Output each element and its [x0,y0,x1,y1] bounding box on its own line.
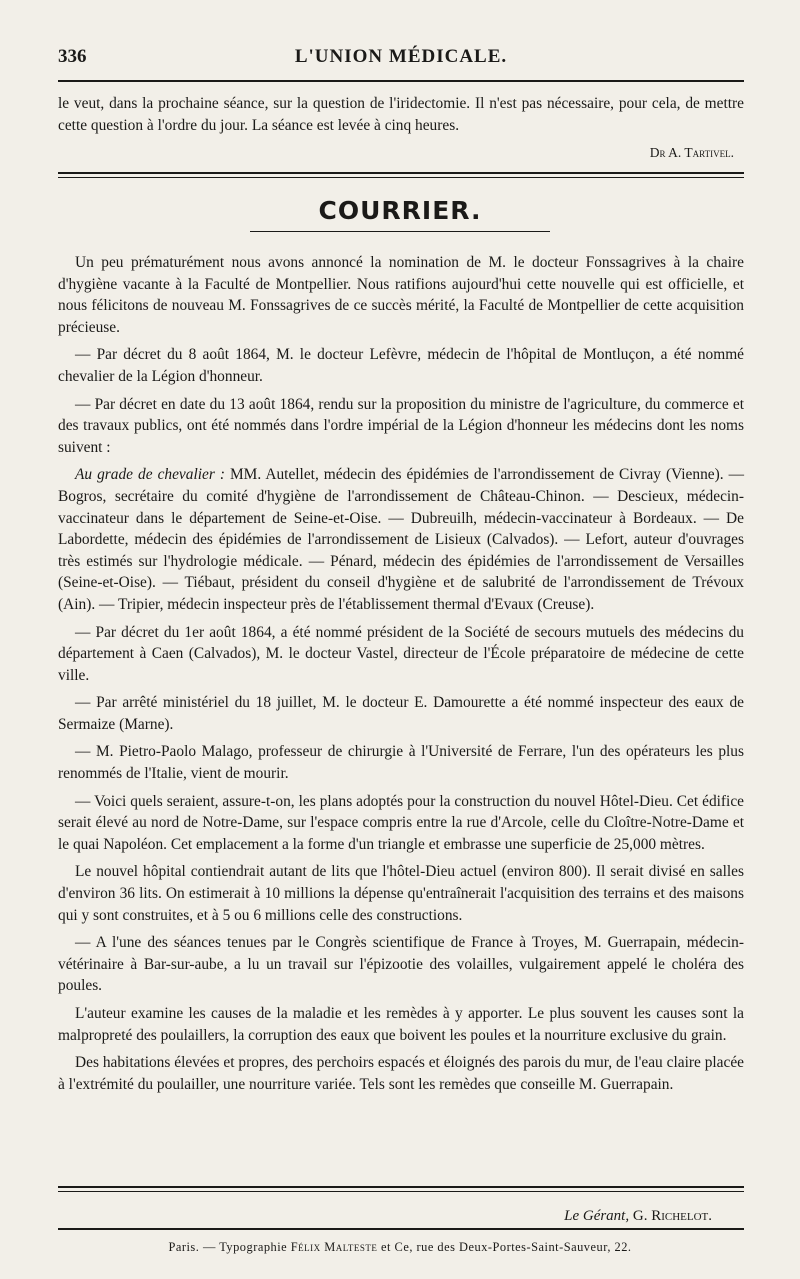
printer-imprint [0,1240,800,1255]
chevalier-names: MM. Autellet, médecin des épidémies de l'arrondissement de Civray (Vienne). — Bogros, secrétaire du comité d'hygiène de l'arrondissement de Château-Chinon. — Descieux, médecin-vaccinateur dans le département de Seine-et-Oise. — Dubreuilh, médecin-vaccinateur à Bordeaux. — De Labordette, médecin des épidémies de l'arrondissement de Lisieux (Calvados). — Lefort, auteur d'ouvrages très estimés sur l'hydrologie médicale. — Pénard, médecin des épidémies de l'arrondissement de Versailles (Seine-et-Oise). — Tiébaut, président du conseil d'hygiène et de salubrité de l'arrondissement de Trévoux (Ain). — Tripier, médecin inspecteur près de l'établissement thermal d'Evaux (Creuse). [58,466,744,613]
imprint-printer: Félix Malteste [290,1240,378,1254]
title-underline [250,231,550,232]
running-title: L'UNION MÉDICALE. [294,46,508,67]
manager-name: G. Richelot. [632,1208,712,1224]
chevalier-lead: Au grade de chevalier : [75,466,225,484]
paragraph-damourette: — Par arrêté ministériel du 18 juillet, M. le docteur E. Damourette a été nommé inspecteur des eaux de Sermaize (Marne). [58,694,744,733]
paragraph-guerrapain: — A l'une des séances tenues par le Congrès scientifique de France à Troyes, M. Guerrapain, médecin-vétérinaire à Bar-sur-aube, a lu un travail sur l'épizootie des volailles, vulgairement appelé le choléra des poules. [58,934,744,995]
manager-label: Le Gérant, [564,1208,630,1224]
page-number: 336 [58,46,87,67]
previous-article [58,93,744,164]
imprint-address: et Ce, rue des Deux-Portes-Saint-Sauveur, 22. [377,1240,632,1254]
paragraph-fonssagrives: Un peu prématurément nous avons annoncé la nomination de M. le docteur Fonssagrives à la chaire d'hygiène vacante à la Faculté de Montpellier. Nous ratifions aujourd'hui cette nouvelle qui est officielle, et nous félicitons de nouveau M. Fonssagrives de ce succès mérité, la Faculté de Montpellier de cette acquisition précieuse. [58,254,744,336]
bottom-rule-top [58,1186,744,1188]
managing-editor [564,1208,712,1225]
paragraph-lefevre: — Par décret du 8 août 1864, M. le docteur Lefèvre, médecin de l'hôpital de Montluçon, a été nommé chevalier de la Légion d'honneur. [58,346,744,385]
paragraph-decree-13-august: — Par décret en date du 13 août 1864, rendu sur la proposition du ministre de l'agriculture, du commerce et des travaux publics, ont été nommés dans l'ordre impérial de la Légion d'honneur les médecins dont les noms suivent : [58,395,744,456]
bottom-rule-bottom [58,1191,744,1192]
section-title: COURRIER. [318,196,482,225]
paragraph-remedies: Des habitations élevées et propres, des perchoirs espacés et éloignés des parois du mur, de l'eau claire placée à l'extrémité du poulailler, une nourriture variée. Tels sont les remèdes que conseille M. Guerrapain. [58,1054,744,1093]
previous-article-text: le veut, dans la prochaine séance, sur la question de l'iridectomie. Il n'est pas nécessaire, pour cela, de mettre cette question à l'ordre du jour. La séance est levée à cinq heures. [58,95,744,134]
paragraph-chevalier-list [58,464,744,615]
paragraph-malago: — M. Pietro-Paolo Malago, professeur de chirurgie à l'Université de Ferrare, l'un des opérateurs les plus renommés de l'Italie, vient de mourir. [58,743,744,783]
paragraph-causes: L'auteur examine les causes de la maladie et les remèdes à y apporter. Le plus souvent les causes sont la malpropreté des poulaillers, la corruption des eaux que boivent les poules et la nourriture exclusive du grain. [58,1005,744,1044]
section-rule-bottom [58,177,744,178]
courrier-article [58,252,744,1101]
section-rule-top [58,172,744,174]
page-header [58,44,744,74]
header-rule [58,80,744,82]
author-signature: Dr A. Tartivel. [649,145,734,161]
paragraph-hotel-dieu-plans: — Voici quels seraient, assure-t-on, les plans adoptés pour la construction du nouvel Hôtel-Dieu. Cet édifice serait élevé au nord de Notre-Dame, sur l'espace compris entre la rue d'Arcole, celle du Cloître-Notre-Dame et le quai Napoléon. Cet emplacement a la forme d'un triangle et embrasse une superficie de 25,000 mètres. [58,792,744,853]
footer-rule [58,1228,744,1230]
paragraph-vastel: — Par décret du 1er août 1864, a été nommé président de la Société de secours mutuels des médecins du département à Caen (Calvados), M. le docteur Vastel, directeur de l'École préparatoire de médecine de cette ville. [58,623,744,684]
imprint-city: Paris. — Typographie [168,1240,291,1254]
paragraph-hotel-dieu-costs: Le nouvel hôpital contiendrait autant de lits que l'hôtel-Dieu actuel (environ 800). Il serait divisé en salles d'environ 36 lits. On estimerait à 10 millions la dépense qu'entraînerait l'acquisition des terrains et des maisons qui y sont construites, et à 5 ou 6 millions celle des constructions. [58,863,744,924]
